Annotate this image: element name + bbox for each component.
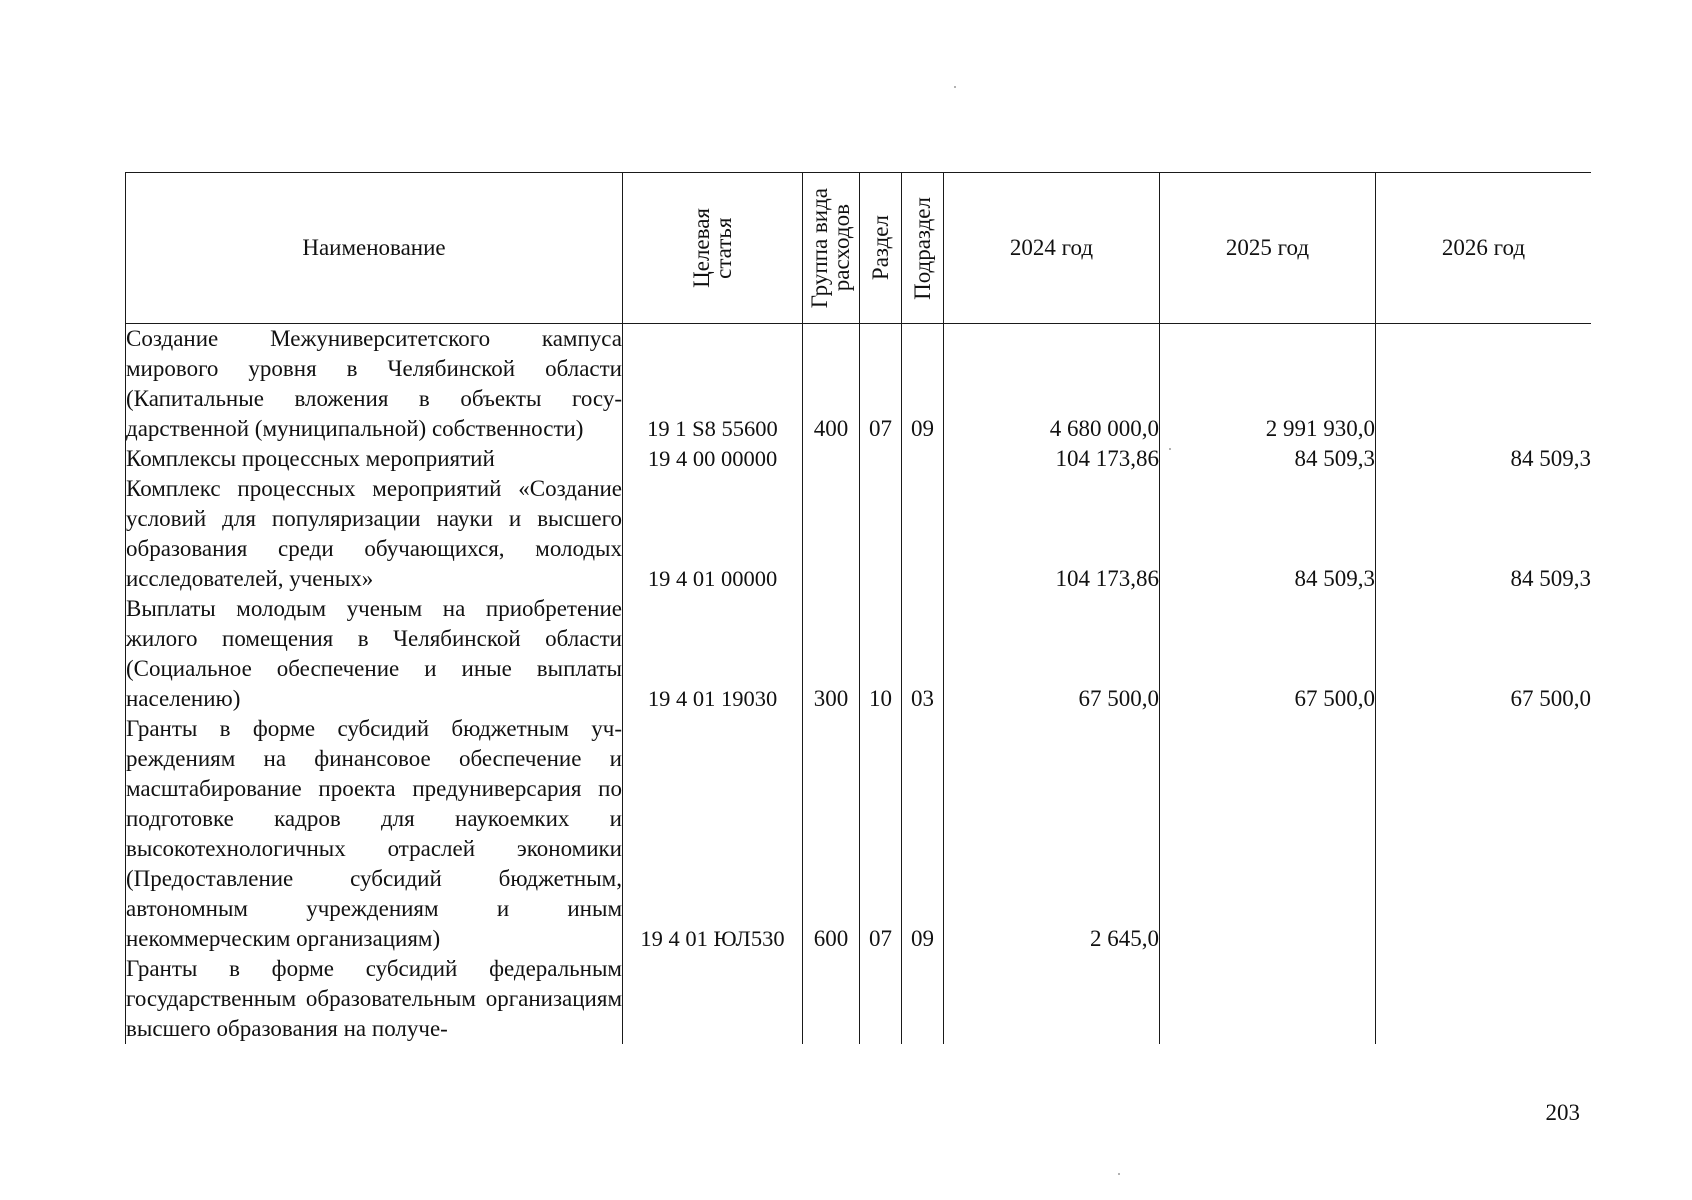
row-value-2026 [1376,954,1592,1044]
row-name: Комплекс процессных мероприятий «Создание условий для популяризации науки и высшего образования среди обучающихся, молодых исследователей, ученых» [126,474,623,594]
row-value-2024: 67 500,0 [944,594,1160,714]
row-subsection [902,444,944,474]
row-section: 07 [860,324,902,445]
header-year-2024-label: 2024 год [1009,235,1094,260]
header-year-2026 [1376,173,1592,324]
row-name: Создание Межуниверситетского кампуса мирового уровня в Челябинской области (Капитальные вложения в объекты государственной (муниципальной) собственности) [126,324,623,445]
row-subsection [902,954,944,1044]
header-target-article-line1: Целевая [688,208,714,288]
row-code: 19 1 S8 55600 [623,324,803,445]
row-code: 19 4 01 00000 [623,474,803,594]
table-row [126,714,1592,954]
row-name: Выплаты молодым ученым на приобретение жилого помещения в Челябинской области (Социальное обеспечение и иные выплаты населению) [126,594,623,714]
row-name: Гранты в форме субсидий федеральным государственным образовательным организациям высшего образования на получе- [126,954,623,1044]
row-group [803,954,860,1044]
row-value-2025: 84 509,3 [1160,474,1376,594]
header-name-label: Наименование [302,235,446,260]
row-section [860,474,902,594]
row-code [623,954,803,1044]
row-value-2026 [1376,324,1592,445]
row-value-2024 [944,954,1160,1044]
row-section [860,444,902,474]
header-target-article-line2: статья [710,217,736,279]
row-value-2024: 104 173,86 [944,444,1160,474]
row-group: 600 [803,714,860,954]
row-value-2026: 84 509,3 [1376,444,1592,474]
header-subsection-label: Подраздел [909,196,935,300]
row-name: Гранты в форме субсидий бюджетным учреждениям на финансовое обеспечение и масштабирование проекта предуниверсария по подготовке кадров для наукоемких и высокотехнологичных отраслей экономики (Предоставление субсидий бюджетным, автономным учреждениям и иным некоммерческим организациям) [126,714,623,954]
scan-speck [954,86,956,88]
row-value-2025 [1160,954,1376,1044]
table-row [126,954,1592,1044]
table-row [126,444,1592,474]
header-expense-group [803,173,860,324]
row-value-2024: 104 173,86 [944,474,1160,594]
row-value-2025: 2 991 930,0 [1160,324,1376,445]
row-value-2025: 67 500,0 [1160,594,1376,714]
row-code: 19 4 01 ЮЛ530 [623,714,803,954]
row-group: 300 [803,594,860,714]
table-header-row [126,173,1592,324]
row-value-2025: 84 509,3 [1160,444,1376,474]
row-group [803,474,860,594]
header-year-2025 [1160,173,1376,324]
header-section-label: Раздел [867,215,893,281]
row-code: 19 4 01 19030 [623,594,803,714]
row-group [803,444,860,474]
table-row [126,474,1592,594]
row-group: 400 [803,324,860,445]
header-name [126,173,623,324]
scan-speck [1169,448,1171,450]
header-year-2025-label: 2025 год [1225,235,1310,260]
header-year-2026-label: 2026 год [1441,235,1526,260]
row-value-2026: 67 500,0 [1376,594,1592,714]
page-number: 203 [1545,1100,1580,1125]
row-value-2025 [1160,714,1376,954]
row-value-2024: 2 645,0 [944,714,1160,954]
row-section: 10 [860,594,902,714]
header-expense-group-line1: Группа вида [807,187,832,309]
row-section [860,954,902,1044]
header-subsection [902,173,944,324]
row-value-2026 [1376,714,1592,954]
row-code: 19 4 00 00000 [623,444,803,474]
scan-speck [1118,1173,1120,1175]
budget-table-frame [125,172,1591,1080]
row-subsection [902,474,944,594]
row-subsection: 09 [902,714,944,954]
row-section: 07 [860,714,902,954]
row-value-2024: 4 680 000,0 [944,324,1160,445]
row-name: Комплексы процессных мероприятий [126,444,623,474]
header-section [860,173,902,324]
header-year-2024 [944,173,1160,324]
row-subsection: 09 [902,324,944,445]
row-subsection: 03 [902,594,944,714]
row-value-2026: 84 509,3 [1376,474,1592,594]
header-target-article [623,173,803,324]
table-row [126,594,1592,714]
budget-table [125,172,1591,1044]
header-expense-group-line2: расходов [829,204,854,292]
table-row [126,324,1592,445]
